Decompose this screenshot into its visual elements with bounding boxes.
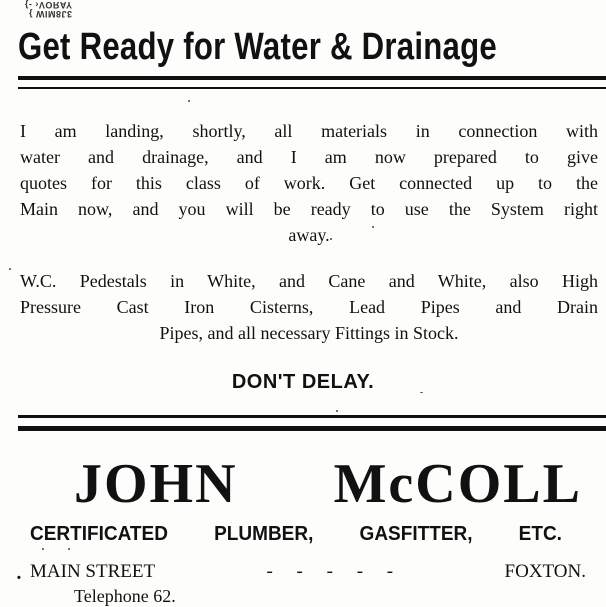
paragraph1-line: quotes for this class of work. Get connected up to the [20, 173, 598, 193]
trade-word: ETC. [518, 523, 562, 545]
paragraph2-line: W.C. Pedestals in White, and Cane and White, also High [20, 271, 598, 291]
paragraph1-line: water and drainage, and I am now prepared to give [20, 147, 598, 167]
town: FOXTON. [504, 561, 586, 582]
trade-word: GASFITTER, [359, 523, 473, 545]
paragraph-materials [20, 118, 598, 248]
print-speck-mark: • [17, 572, 21, 584]
print-speck [330, 238, 332, 240]
street: MAIN STREET [30, 561, 156, 582]
first-name: JOHN [74, 453, 238, 515]
top-rule-thin [18, 87, 606, 89]
address-line [30, 560, 586, 584]
call-to-action: DON'T DELAY. [231, 371, 375, 393]
dotted-leader: - - - - - [266, 561, 394, 582]
bottom-rule-thin [18, 415, 606, 418]
print-speck [9, 268, 11, 270]
trade-word: CERTIFICATED [30, 523, 168, 545]
paragraph1-line: I am landing, shortly, all materials in connection with [20, 121, 598, 141]
telephone: Telephone 62. [74, 586, 176, 606]
print-speck [42, 548, 44, 550]
print-speck [336, 410, 338, 412]
mirrored-line-1: 3J8MIW } [28, 9, 72, 19]
top-rule-thick [18, 76, 606, 80]
paragraph-stock [20, 268, 598, 346]
trade-line [30, 520, 562, 548]
business-name [74, 452, 594, 516]
paragraph1-line: Main now, and you will be ready to use the System right [20, 199, 598, 219]
bottom-rule-thick [18, 426, 606, 431]
last-name: McCOLL [333, 453, 582, 515]
trade-word: PLUMBER, [214, 523, 314, 545]
headline: Get Ready for Water & Drainage [18, 26, 497, 68]
paragraph2-line: Pressure Cast Iron Cisterns, Lead Pipes and Drain [20, 297, 598, 317]
print-speck [68, 548, 70, 550]
print-speck [188, 100, 190, 102]
print-speck [372, 226, 374, 228]
paragraph2-line: Pipes, and all necessary Fittings in Stock. [159, 323, 459, 343]
paragraph1-line: away. [288, 225, 330, 245]
print-speck [420, 392, 423, 393]
mirrored-bleed-text [2, 0, 72, 18]
mirrored-line-2: YAЯOV‹ -} [24, 0, 72, 10]
